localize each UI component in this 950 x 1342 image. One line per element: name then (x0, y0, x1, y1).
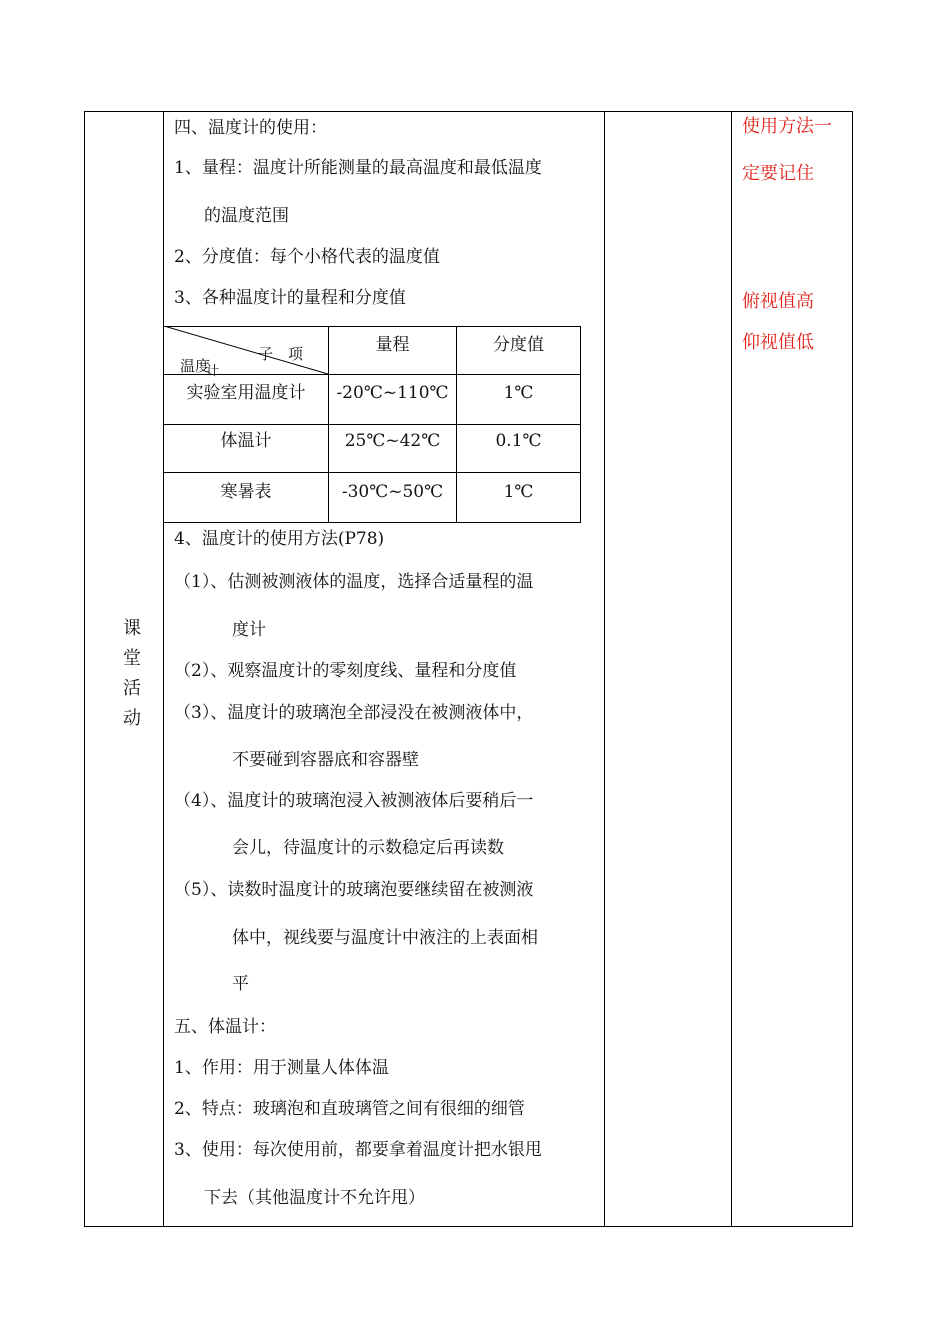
inner-table-line (164, 522, 581, 523)
table-right-border (852, 111, 853, 1227)
method-2: （2）、观察温度计的零刻度线、量程和分度值 (174, 661, 517, 681)
corner-header-bottom: 计 (206, 364, 220, 379)
section4-item1-cont: 的温度范围 (204, 206, 289, 226)
section-label-char: 堂 (123, 648, 141, 669)
section5-item3-cont: 下去（其他温度计不允许甩） (204, 1188, 425, 1208)
section5-item1: 1、作用：用于测量人体体温 (174, 1058, 389, 1078)
column-divider-3 (731, 111, 732, 1227)
method-3-cont: 不要碰到容器底和容器壁 (232, 750, 419, 770)
note-view-line1: 俯视值高 (742, 291, 814, 312)
section-label-char: 动 (123, 708, 141, 729)
method-5-cont: 体中，视线要与温度计中液注的上表面相 (232, 928, 538, 948)
method-1-cont: 度计 (232, 620, 266, 640)
section4-item2: 2、分度值：每个小格代表的温度值 (174, 247, 440, 267)
table-bottom-border (84, 1226, 853, 1227)
table-top-border (84, 111, 853, 112)
section4-item3: 3、各种温度计的量程和分度值 (174, 288, 406, 308)
inner-table-line (164, 424, 581, 425)
method-5: （5）、读数时温度计的玻璃泡要继续留在被测液 (174, 880, 534, 900)
section5-title: 五、体温计： (174, 1017, 276, 1037)
row-name: 实验室用温度计 (186, 383, 306, 403)
method-1: （1）、估测被测液体的温度，选择合适量程的温 (174, 572, 534, 592)
row-division: 1℃ (503, 482, 534, 502)
column-divider-2 (604, 111, 605, 1227)
note-view-line2: 仰视值低 (742, 332, 814, 353)
methods-title: 4、温度计的使用方法(P78) (174, 529, 385, 549)
row-division: 0.1℃ (495, 431, 542, 451)
row-name: 体温计 (220, 431, 272, 451)
row-range: 25℃~42℃ (344, 431, 441, 451)
row-range: -30℃~50℃ (341, 482, 444, 502)
section5-item3: 3、使用：每次使用前，都要拿着温度计把水银甩 (174, 1140, 542, 1160)
inner-table-line (580, 326, 581, 523)
row-name: 寒暑表 (220, 482, 272, 502)
corner-header-bottom: 温度 (180, 357, 211, 375)
method-3: （3）、温度计的玻璃泡全部浸没在被测液体中， (174, 703, 534, 723)
row-range: -20℃~110℃ (336, 383, 449, 403)
method-4-cont: 会儿，待温度计的示数稳定后再读数 (232, 838, 504, 858)
inner-table-line (164, 472, 581, 473)
section-label-char: 课 (123, 618, 141, 639)
column-header-division: 分度值 (493, 335, 544, 355)
table-left-border (84, 111, 85, 1227)
column-header-range: 量程 (375, 335, 410, 355)
section-label-char: 活 (123, 678, 141, 699)
note-usage-line2: 定要记住 (742, 163, 814, 184)
section4-title: 四、温度计的使用： (174, 118, 327, 138)
method-4: （4）、温度计的玻璃泡浸入被测液体后要稍后一 (174, 791, 534, 811)
note-usage-line1: 使用方法一 (742, 116, 832, 137)
section-label (120, 614, 144, 734)
section5-item2: 2、特点：玻璃泡和直玻璃管之间有很细的细管 (174, 1099, 525, 1119)
section4-item1: 1、量程：温度计所能测量的最高温度和最低温度 (174, 158, 542, 178)
corner-header-top: 子 项 (258, 345, 304, 363)
row-division: 1℃ (503, 383, 534, 403)
column-divider-1 (163, 111, 164, 1227)
method-5-cont: 平 (232, 974, 249, 994)
